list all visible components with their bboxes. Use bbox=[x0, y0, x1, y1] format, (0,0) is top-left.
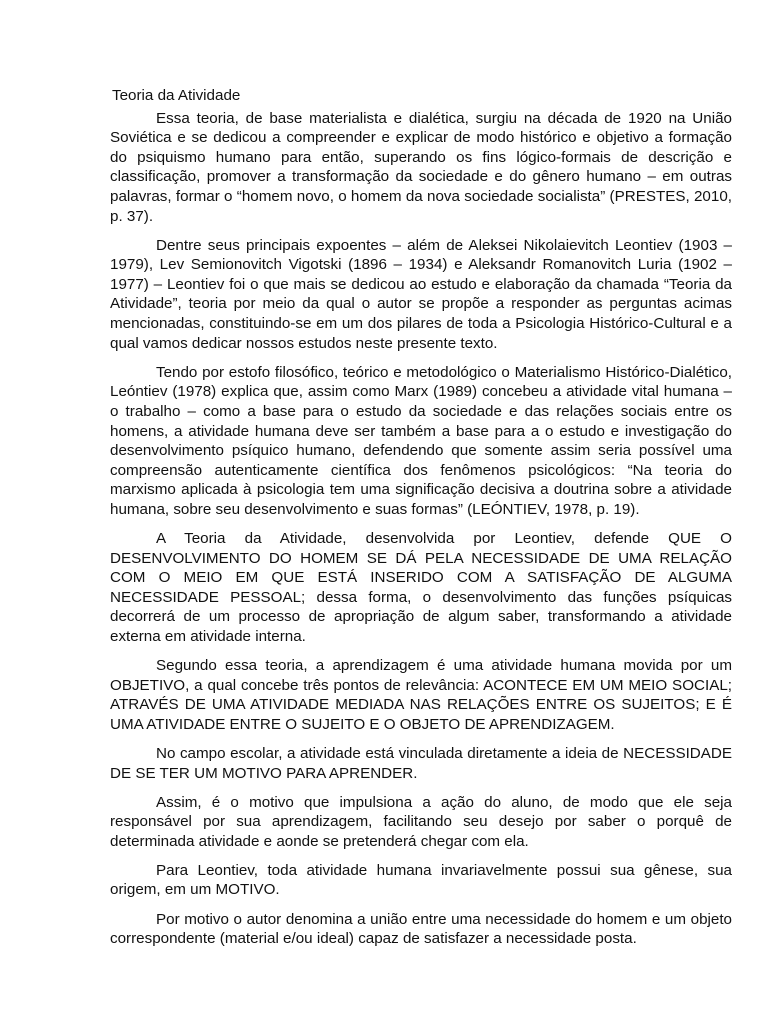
paragraph-philosophical-basis: Tendo por estofo filosófico, teórico e metodológico o Materialismo Histórico-Dialético, Leóntiev (1978) explica que, assim como Marx (1989) concebeu a atividade vital humana – o trabalho – como a base para o estudo da sociedade e das relações sociais entre os homens, a atividade humana deve ser também a base para a o estudo e investigação do desenvolvimento psíquico humano, defendendo que somente assim seria possível uma compreensão autenticamente científica dos fenômenos psicológicos: “Na teoria do marxismo aplicada à psicologia tem uma significação decisiva a doutrina sobre a atividade humana, sobre seu desenvolvimento e suas formas” (LEÓNTIEV, 1978, p. 19). bbox=[110, 363, 732, 518]
paragraph-school-field: No campo escolar, a atividade está vinculada diretamente a ideia de NECESSIDADE DE SE TER UM MOTIVO PARA APRENDER. bbox=[110, 744, 732, 782]
document-title: Teoria da Atividade bbox=[112, 87, 241, 104]
paragraph-genesis-motive: Para Leontiev, toda atividade humana invariavelmente possui sua gênese, sua origem, em um MOTIVO. bbox=[110, 861, 732, 899]
paragraph-exponents: Dentre seus principais expoentes – além de Aleksei Nikolaievitch Leontiev (1903 – 1979), Lev Semionovitch Vigotski (1896 – 1934) e Aleksandr Romanovitch Luria (1902 – 1977) – Leontiev foi o que mais se dedicou ao estudo e elaboração da chamada “Teoria da Atividade”, teoria por meio da qual o autor se propõe a responder as perguntas acimas mencionadas, constituindo-se em um dos pilares de toda a Psicologia Histórico-Cultural e a qual vamos dedicar nossos estudos neste presente texto. bbox=[110, 236, 732, 352]
paragraph-origin: Essa teoria, de base materialista e dialética, surgiu na década de 1920 na União Soviética e se dedicou a compreender e explicar de modo histórico e objetivo a formação do psiquismo humano para então, superando os fins lógico-formais de descrição e classificação, promover a transformação da sociedade e do gênero humano – em outras palavras, formar o “homem novo, o homem da nova sociedade socialista” (PRESTES, 2010, p. 37). bbox=[110, 109, 732, 225]
paragraph-motive-action: Assim, é o motivo que impulsiona a ação do aluno, de modo que ele seja responsável por sua aprendizagem, facilitando seu desejo por saber o porquê de determinada atividade e aonde se pretenderá chegar com ela. bbox=[110, 793, 732, 850]
document-body bbox=[110, 86, 732, 958]
paragraph-development-need: A Teoria da Atividade, desenvolvida por Leontiev, defende QUE O DESENVOLVIMENTO DO HOMEM SE DÁ PELA NECESSIDADE DE UMA RELAÇÃO COM O MEIO EM QUE ESTÁ INSERIDO COM A SATISFAÇÃO DE ALGUMA NECESSIDADE PESSOAL; dessa forma, o desenvolvimento das funções psíquicas decorrerá de um processo de apropriação de algum saber, transformando a atividade externa em atividade interna. bbox=[110, 529, 732, 645]
paragraph-learning-objective: Segundo essa teoria, a aprendizagem é uma atividade humana movida por um OBJETIVO, a qual concebe três pontos de relevância: ACONTECE EM UM MEIO SOCIAL; ATRAVÉS DE UMA ATIVIDADE MEDIADA NAS RELAÇÕES ENTRE OS SUJEITOS; E É UMA ATIVIDADE ENTRE O SUJEITO E O OBJETO DE APRENDIZAGEM. bbox=[110, 657, 732, 733]
paragraph-motive-definition: Por motivo o autor denomina a união entre uma necessidade do homem e um objeto correspondente (material e/ou ideal) capaz de satisfazer a necessidade posta. bbox=[110, 910, 732, 948]
